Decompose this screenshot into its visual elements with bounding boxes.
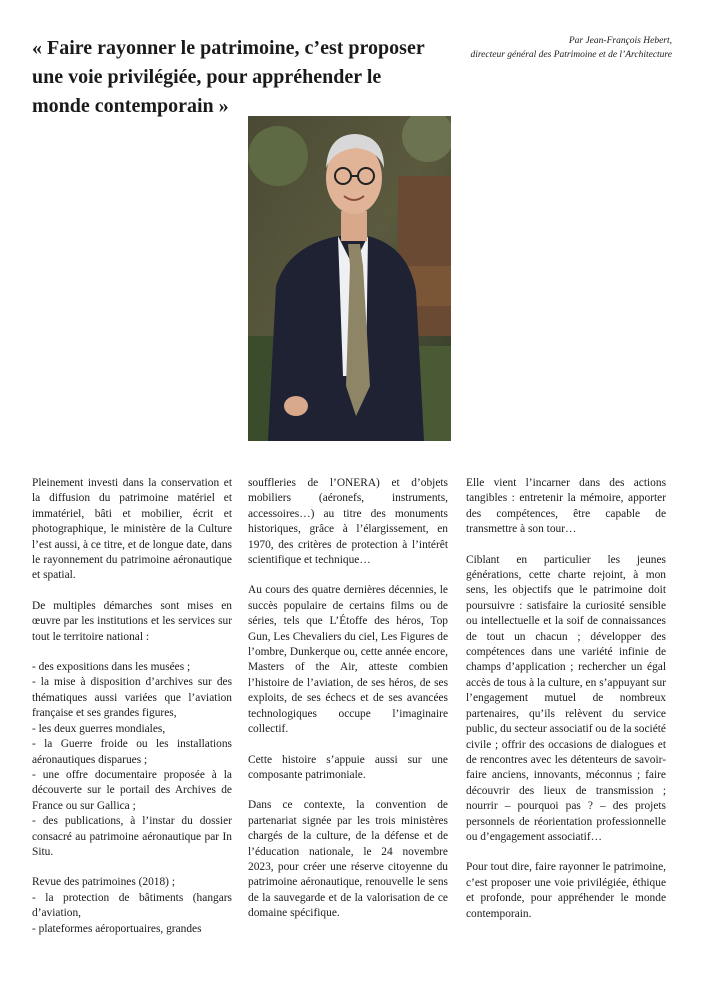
bullet-list [32,660,232,860]
paragraph: Pour tout dire, faire rayonner le patrimoine, c’est proposer une voie privilégiée, éthique et profonde, pour appréhender le monde contemporain. [466,861,666,920]
paragraph: souffleries de l’ONERA) et d’objets mobiliers (aéronefs, instruments, accessoires…) au titre des monuments historiques, grâce à l’élargissement, en 1970, des critères de protection à l’intérêt scientifique et technique… [248,477,448,567]
list-item: - des expositions dans les musées ; [32,661,191,674]
article-title: « Faire rayonner le patrimoine, c’est proposer une voie privilégiée, pour appréhender le monde contemporain » [32,37,425,117]
column-2 [248,476,448,937]
paragraph: De multiples démarches sont mises en œuvre par les institutions et les services sur tout le territoire national : [32,599,232,643]
list-item: - les deux guerres mondiales, [32,722,166,735]
list-item: - la Guerre froide ou les installations aéronautiques disparues ; [32,738,232,766]
list-item: - la protection de bâtiments (hangars d’aviation, [32,891,232,920]
paragraph: Dans ce contexte, la convention de partenariat signée par les trois ministères chargés de la culture, de la défense et de l’éducation nationale, le 24 novembre 2023, pour créer une réserve citoyenne du patrimoine aéronautique, renouvelle le sens de la sauvegarde et de la valorisation de ce domaine spécifique. [248,799,448,920]
list-item: - plateformes aéroportuaires, grandes [32,922,202,935]
paragraph: Cette histoire s’appuie aussi sur une composante patrimoniale. [248,753,448,781]
bullet-list [32,875,232,937]
list-item: - la mise à disposition d’archives sur des thématiques aussi variées que l’aviation française et ses grandes figures, [32,676,232,720]
column-1 [32,476,232,937]
list-item: - des publications, à l’instar du dossier consacré au patrimoine aéronautique par In Situ. [32,815,232,858]
column-3 [466,476,666,937]
paragraph: Au cours des quatre dernières décennies, le succès populaire de certains films ou de séries, tels que L’Étoffe des héros, Top Gun, Les Chevaliers du ciel, Les Figures de l’ombre, Dunkerque ou, cette année encore, Masters of the Air, atteste combien l’histoire de l’aviation, de ses héros, de ses exploits, de ses échecs et de ses avancées technologiques occupe l’imaginaire collectif. [248,584,448,736]
list-item: - une offre documentaire proposée à la découverte sur le portail des Archives de France ou sur Gallica ; [32,768,232,812]
paragraph: Elle vient l’incarner dans des actions tangibles : entretenir la mémoire, apporter des compétences, être capable de transmettre à son tour… [466,477,666,536]
paragraph: Ciblant en particulier les jeunes générations, cette charte rejoint, à mon sens, les objectifs que le patrimoine doit poursuivre : satisfaire la curiosité sensible ou intellectuelle et la soif de connaissances de tout un chacun ; développer des compétences dans une variété infinie de champs d’application ; rechercher un égal accès de tous à la culture, en s’appuyant sur l’engagement mutuel de nombreux partenaires, qu’ils relèvent du service public, du secteur associatif ou de la société civile ; offrir des occasions de dialogues et de rencontres avec les détenteurs de savoir-faire anciens, innovants, méconnus ; faire découvrir des lieux de transmission ; nourrir – pourquoi pas ? – des projets personnels de réorientation professionnelle ou d’engagement associatif… [466,553,666,843]
byline-author: Par Jean-François Hebert, [568,36,672,46]
paragraph: Pleinement investi dans la conservation et la diffusion du patrimoine matériel et immatériel, bâti et mobilier, écrit et photographique, le ministère de la Culture l’est aussi, à ce titre, et de longue date, dans le rayonnement du patrimoine aéronautique et spatial. [32,477,232,582]
byline [432,34,672,62]
byline-role: directeur général des Patrimoine et de l’Architecture [470,50,672,60]
portrait-photo [248,116,451,441]
list-item: Revue des patrimoines (2018) ; [32,876,175,889]
